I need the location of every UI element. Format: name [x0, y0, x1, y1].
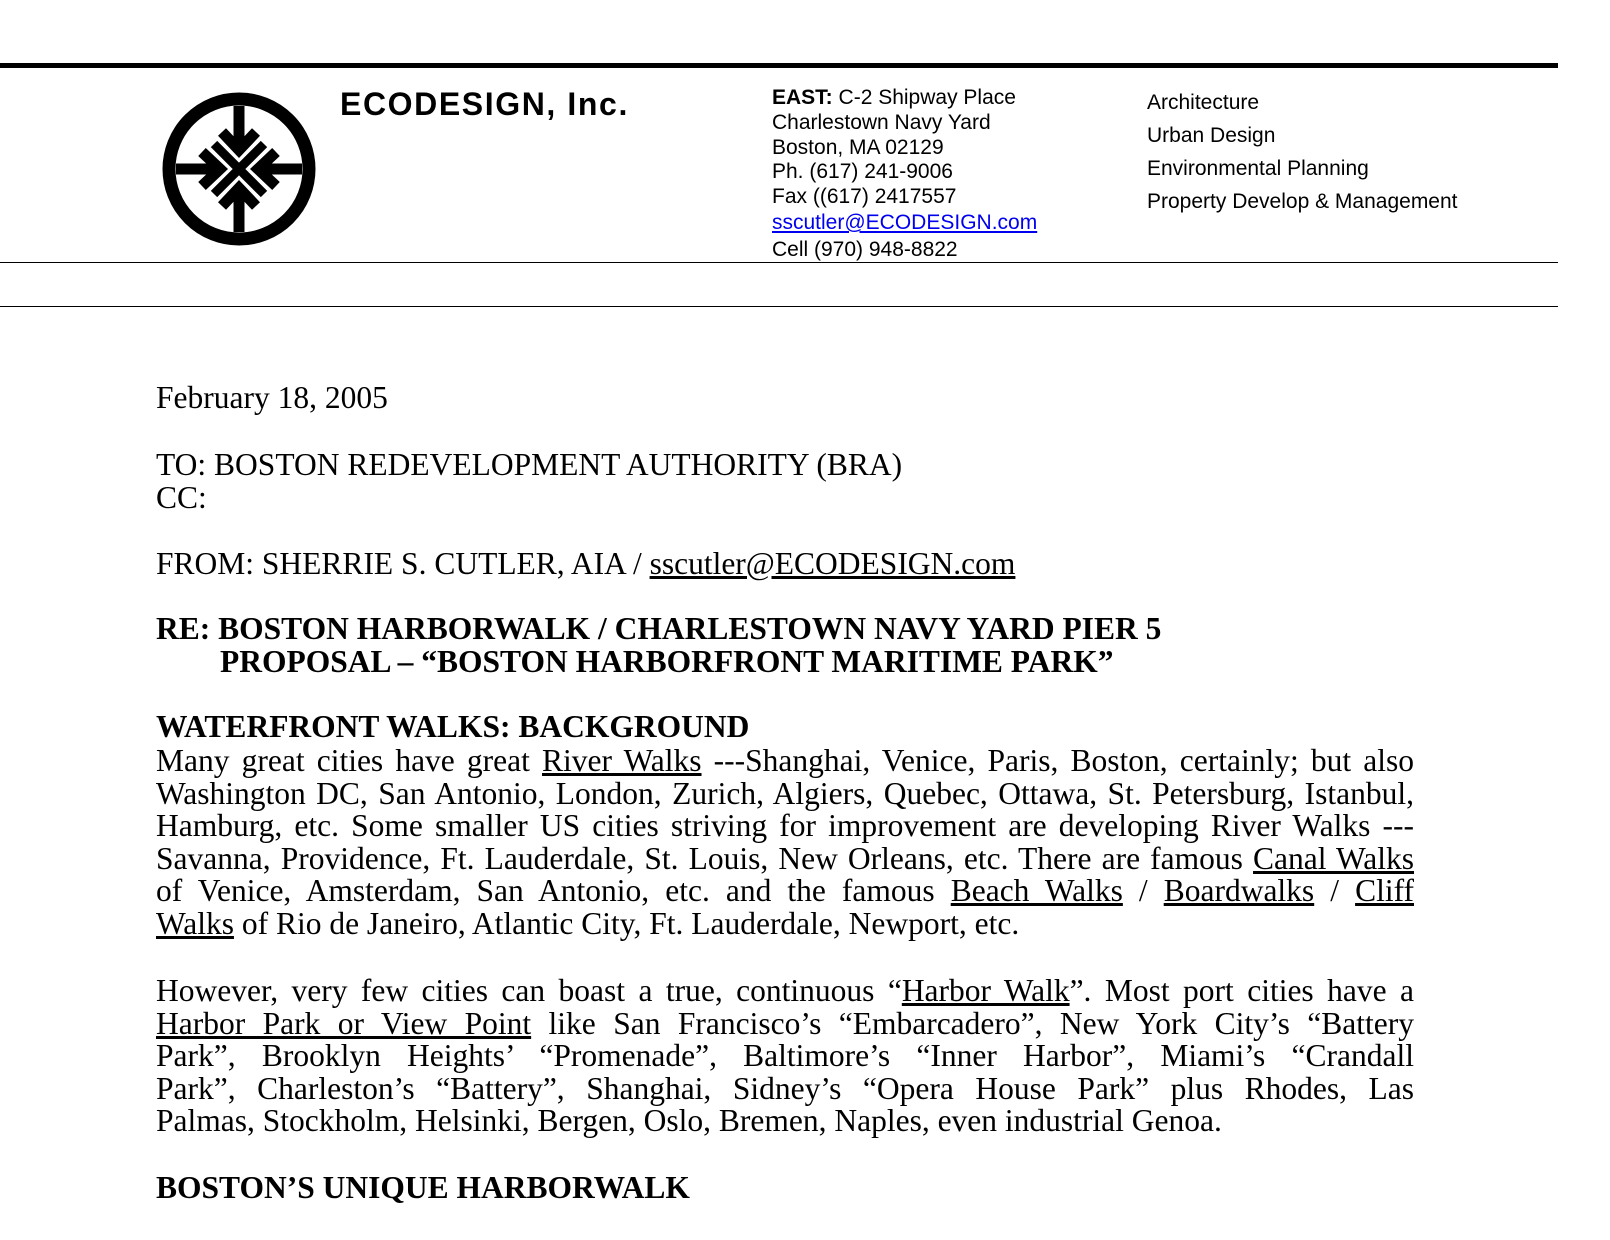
section-heading-background: WATERFRONT WALKS: BACKGROUND — [156, 709, 750, 744]
from-email-link[interactable]: sscutler@ECODESIGN.com — [649, 546, 1016, 581]
header-top-rule — [0, 63, 1558, 68]
paragraph-line: Walks of Rio de Janeiro, Atlantic City, Ft. Lauderdale, Newport, etc. — [156, 905, 1020, 941]
memo-subject-line-2: PROPOSAL – “BOSTON HARBORFRONT MARITIME PARK” — [220, 644, 1114, 679]
memo-date: February 18, 2005 — [156, 380, 388, 415]
memo-from — [156, 548, 1015, 581]
river-walks-term: River Walks — [542, 743, 702, 778]
boardwalks-term: Boardwalks — [1163, 873, 1315, 909]
harbor-walk-term: Harbor Walk — [901, 973, 1070, 1008]
address-line-2: Charlestown Navy Yard — [772, 110, 991, 134]
header-separator-rule — [0, 306, 1558, 307]
paragraph-harbor-walks — [156, 975, 1414, 1138]
paragraph-line: Many great cities have great River Walks ---Shanghai, Venice, Paris, Boston, certainly; but also — [156, 743, 1414, 778]
fax-number: Fax ((617) 2417557 — [772, 185, 957, 209]
office-address — [772, 86, 1037, 263]
street: C-2 Shipway Place — [838, 86, 1016, 109]
paragraph-line: Park”, Brooklyn Heights’ “Promenade”, Baltimore’s “Inner Harbor”, Miami’s “Crandall — [156, 1038, 1414, 1074]
section-heading-boston-harborwalk: BOSTON’S UNIQUE HARBORWALK — [156, 1170, 690, 1205]
ecodesign-logo — [160, 90, 318, 248]
harbor-park-term: Harbor Park or View Point — [156, 1005, 532, 1041]
paragraph-line: Harbor Park or View Point like San Francisco’s “Embarcadero”, New York City’s “Battery — [156, 1005, 1414, 1041]
beach-walks-term: Beach Walks — [950, 873, 1123, 909]
phone-number: Ph. (617) 241-9006 — [772, 160, 953, 184]
from-label: FROM: SHERRIE S. CUTLER, AIA / — [156, 546, 650, 581]
address-line-1 — [772, 86, 1037, 111]
paragraph-line: Palmas, Stockholm, Helsinki, Bergen, Oslo, Bremen, Naples, even industrial Genoa. — [156, 1103, 1222, 1139]
services-list — [1147, 86, 1458, 218]
canal-walks-term: Canal Walks — [1253, 840, 1415, 876]
paragraph-line: Washington DC, San Antonio, London, Zurich, Algiers, Quebec, Ottawa, St. Petersburg, Istanbul, — [156, 775, 1414, 811]
paragraph-line: Savanna, Providence, Ft. Lauderdale, St. Louis, New Orleans, etc. There are famous Canal Walks — [156, 840, 1415, 876]
memo-subject-line-1: RE: BOSTON HARBORWALK / CHARLESTOWN NAVY YARD PIER 5 — [156, 611, 1162, 646]
memo-to: TO: BOSTON REDEVELOPMENT AUTHORITY (BRA) — [156, 447, 903, 482]
paragraph-line: Hamburg, etc. Some smaller US cities striving for improvement are developing River Walks --- — [156, 808, 1414, 844]
cell-number: Cell (970) 948-8822 — [772, 237, 958, 261]
memo-cc: CC: — [156, 480, 207, 515]
office-label: EAST: — [772, 86, 833, 109]
paragraph-line: However, very few cities can boast a true, continuous “Harbor Walk”. Most port cities have a — [156, 973, 1414, 1008]
walks-term: Walks — [156, 905, 234, 941]
cliff-term: Cliff — [1355, 873, 1414, 909]
service-item: Environmental Planning — [1147, 157, 1369, 180]
paragraph-background — [156, 745, 1414, 941]
paragraph-line: of Venice, Amsterdam, San Antonio, etc. and the famous Beach Walks / Boardwalks / Cliff — [156, 873, 1414, 909]
service-item: Urban Design — [1147, 124, 1276, 147]
email-link[interactable]: sscutler@ECODESIGN.com — [772, 210, 1038, 234]
service-item: Architecture — [1147, 91, 1260, 114]
address-line-3: Boston, MA 02129 — [772, 135, 944, 159]
company-name: ECODESIGN, Inc. — [340, 86, 629, 122]
service-item: Property Develop & Management — [1147, 190, 1458, 213]
paragraph-line: Park”, Charleston’s “Battery”, Shanghai, Sidney’s “Opera House Park” plus Rhodes, Las — [156, 1070, 1414, 1106]
header-bottom-rule — [0, 262, 1558, 263]
